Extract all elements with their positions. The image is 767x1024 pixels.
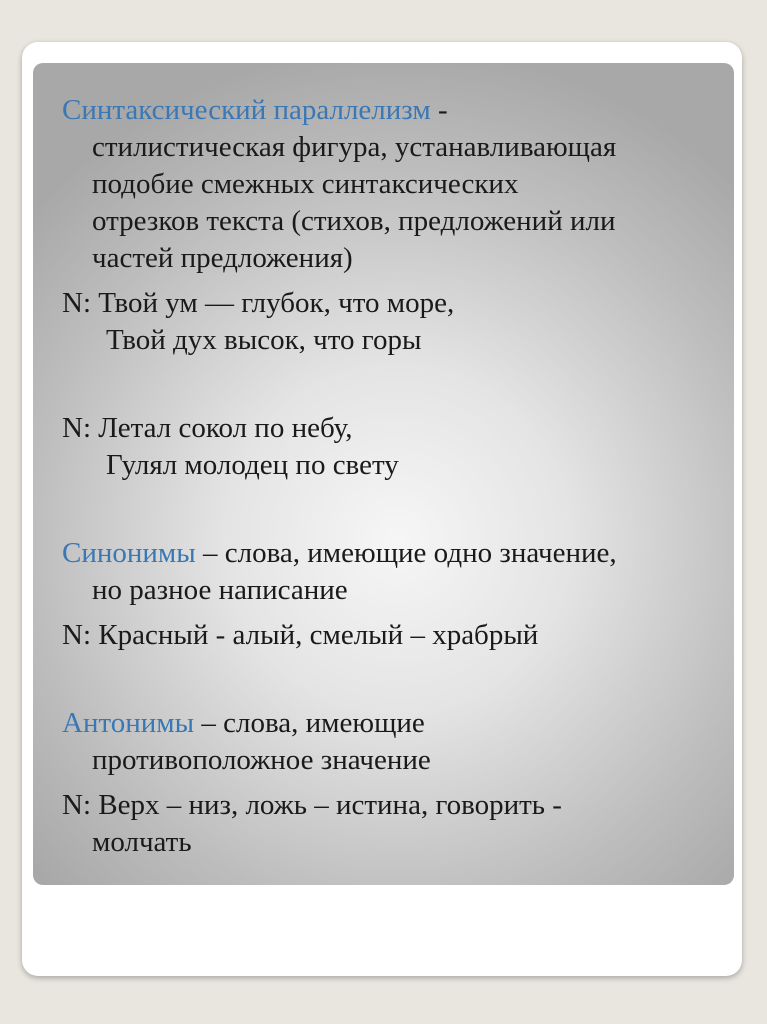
example-line: Твой дух высок, что горы bbox=[106, 324, 422, 356]
example-line: Гулял молодец по свету bbox=[106, 449, 399, 481]
example-line: N: Красный - алый, смелый – храбрый bbox=[62, 619, 539, 651]
antonyms-definition-text: – слова, имеющие bbox=[194, 707, 425, 739]
definition-dash: - bbox=[430, 94, 448, 126]
example-line: N: Верх – низ, ложь – истина, говорить - bbox=[62, 789, 562, 821]
term-synonyms: Синонимы bbox=[62, 537, 196, 569]
spacer bbox=[62, 484, 742, 535]
example-line: N: Твой ум — глубок, что море, bbox=[62, 287, 455, 319]
spacer bbox=[62, 359, 742, 410]
definition-line: противоположное значение bbox=[92, 744, 431, 776]
definition-line: но разное написание bbox=[92, 574, 348, 606]
definition-line: частей предложения) bbox=[92, 242, 353, 274]
example-line: N: Летал сокол по небу, bbox=[62, 412, 353, 444]
example-line: молчать bbox=[92, 826, 192, 858]
definition-line: стилистическая фигура, устанавливающая bbox=[92, 131, 617, 163]
synonyms-definition-text: – слова, имеющие одно значение, bbox=[195, 537, 617, 569]
syntactic-parallelism-definition bbox=[62, 92, 742, 129]
antonyms-definition bbox=[62, 705, 742, 742]
term-syntactic-parallelism: Синтаксический параллелизм bbox=[62, 94, 431, 126]
slide-text bbox=[62, 92, 742, 861]
definition-line: отрезков текста (стихов, предложений или bbox=[92, 205, 616, 237]
spacer bbox=[62, 654, 742, 705]
synonyms-definition bbox=[62, 535, 742, 572]
term-antonyms: Антонимы bbox=[62, 707, 195, 739]
definition-line: подобие смежных синтаксических bbox=[92, 168, 519, 200]
